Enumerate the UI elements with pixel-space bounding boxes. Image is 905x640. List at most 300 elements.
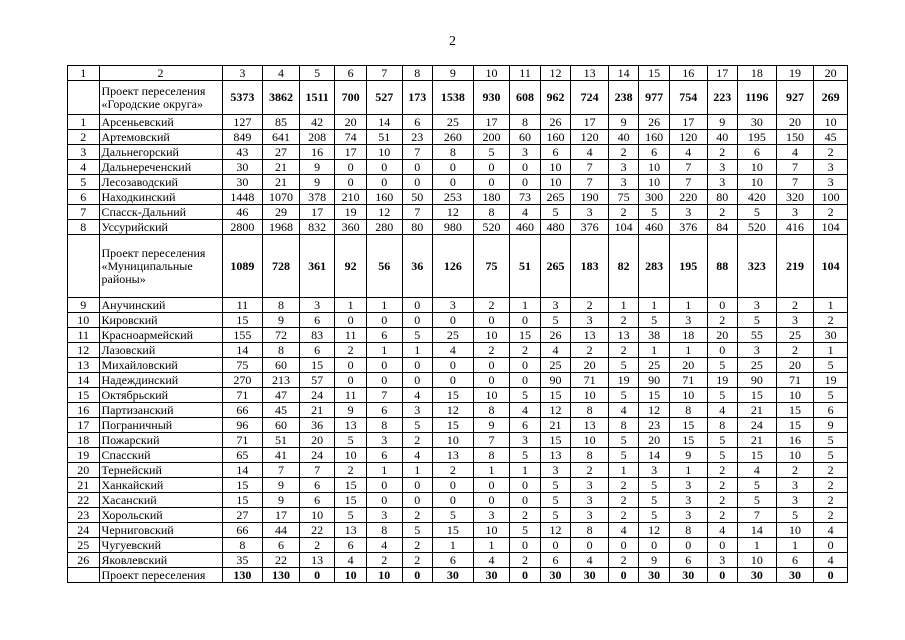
value-cell: 6 xyxy=(299,313,335,328)
row-index: 8 xyxy=(68,220,100,235)
value-cell: 2 xyxy=(707,478,738,493)
value-cell: 40 xyxy=(707,130,738,145)
value-cell: 120 xyxy=(571,130,609,145)
value-cell: 2 xyxy=(608,478,639,493)
value-cell: 3 xyxy=(571,205,609,220)
value-cell: 0 xyxy=(510,175,541,190)
row-name: Кировский xyxy=(99,313,222,328)
header-cell: 12 xyxy=(540,66,571,81)
value-cell: 10 xyxy=(814,115,848,130)
value-cell: 0 xyxy=(402,160,433,175)
value-cell: 51 xyxy=(263,433,300,448)
value-cell: 60 xyxy=(263,418,300,433)
value-cell: 0 xyxy=(335,175,367,190)
value-cell: 10 xyxy=(366,568,402,583)
value-cell: 3 xyxy=(776,313,814,328)
value-cell: 0 xyxy=(473,313,510,328)
value-cell: 10 xyxy=(738,553,777,568)
value-cell: 6 xyxy=(263,538,300,553)
value-cell: 0 xyxy=(473,160,510,175)
value-cell: 8 xyxy=(669,403,707,418)
row-name: Дальнегорский xyxy=(99,145,222,160)
value-cell: 5 xyxy=(707,433,738,448)
value-cell: 30 xyxy=(433,568,474,583)
value-cell: 3 xyxy=(608,175,639,190)
value-cell: 0 xyxy=(510,160,541,175)
value-cell: 180 xyxy=(473,190,510,205)
value-cell: 60 xyxy=(263,358,300,373)
value-cell: 5 xyxy=(639,493,670,508)
value-cell: 5 xyxy=(540,508,571,523)
row-name: Спасский xyxy=(99,448,222,463)
value-cell: 8 xyxy=(473,205,510,220)
value-cell: 30 xyxy=(738,115,777,130)
value-cell: 5 xyxy=(335,433,367,448)
value-cell: 4 xyxy=(608,523,639,538)
table-row xyxy=(68,388,848,403)
value-cell: 10 xyxy=(473,328,510,343)
row-index: 15 xyxy=(68,388,100,403)
row-index: 21 xyxy=(68,478,100,493)
value-cell: 51 xyxy=(510,235,541,298)
value-cell: 3 xyxy=(776,205,814,220)
value-cell: 527 xyxy=(366,81,402,115)
value-cell: 20 xyxy=(335,115,367,130)
value-cell: 25 xyxy=(639,358,670,373)
value-cell: 832 xyxy=(299,220,335,235)
header-cell: 8 xyxy=(402,66,433,81)
value-cell: 208 xyxy=(299,130,335,145)
value-cell: 0 xyxy=(669,538,707,553)
value-cell: 0 xyxy=(433,493,474,508)
value-cell: 280 xyxy=(366,220,402,235)
value-cell: 21 xyxy=(263,175,300,190)
value-cell: 2 xyxy=(335,343,367,358)
value-cell: 5 xyxy=(738,493,777,508)
value-cell: 17 xyxy=(473,115,510,130)
value-cell: 4 xyxy=(510,403,541,418)
value-cell: 8 xyxy=(222,538,263,553)
value-cell: 5 xyxy=(402,418,433,433)
value-cell: 66 xyxy=(222,523,263,538)
value-cell: 0 xyxy=(473,358,510,373)
value-cell: 283 xyxy=(639,235,670,298)
value-cell: 3 xyxy=(366,433,402,448)
value-cell: 0 xyxy=(402,478,433,493)
value-cell: 14 xyxy=(738,523,777,538)
value-cell: 6 xyxy=(335,538,367,553)
value-cell: 3 xyxy=(669,205,707,220)
value-cell: 20 xyxy=(571,358,609,373)
value-cell: 43 xyxy=(222,145,263,160)
value-cell: 4 xyxy=(707,403,738,418)
row-index: 6 xyxy=(68,190,100,205)
value-cell: 0 xyxy=(433,160,474,175)
value-cell: 16 xyxy=(776,433,814,448)
value-cell: 14 xyxy=(222,343,263,358)
value-cell: 0 xyxy=(473,478,510,493)
value-cell: 2 xyxy=(707,145,738,160)
value-cell: 0 xyxy=(707,298,738,313)
value-cell: 5 xyxy=(814,448,848,463)
value-cell: 4 xyxy=(608,403,639,418)
value-cell: 12 xyxy=(540,523,571,538)
value-cell: 120 xyxy=(669,130,707,145)
row-name: Михайловский xyxy=(99,358,222,373)
value-cell: 15 xyxy=(433,523,474,538)
value-cell: 0 xyxy=(814,568,848,583)
value-cell: 376 xyxy=(669,220,707,235)
value-cell: 104 xyxy=(608,220,639,235)
value-cell: 2 xyxy=(707,508,738,523)
value-cell: 1448 xyxy=(222,190,263,205)
value-cell: 26 xyxy=(639,115,670,130)
value-cell: 724 xyxy=(571,81,609,115)
value-cell: 41 xyxy=(263,448,300,463)
value-cell: 15 xyxy=(335,493,367,508)
value-cell: 24 xyxy=(299,448,335,463)
value-cell: 5 xyxy=(540,313,571,328)
value-cell: 19 xyxy=(608,373,639,388)
value-cell: 29 xyxy=(263,205,300,220)
value-cell: 6 xyxy=(299,478,335,493)
value-cell: 320 xyxy=(776,190,814,205)
value-cell: 4 xyxy=(571,145,609,160)
value-cell: 44 xyxy=(263,523,300,538)
value-cell: 0 xyxy=(473,493,510,508)
value-cell: 0 xyxy=(402,358,433,373)
value-cell: 104 xyxy=(814,235,848,298)
value-cell: 10 xyxy=(669,388,707,403)
value-cell: 12 xyxy=(639,403,670,418)
value-cell: 1 xyxy=(738,538,777,553)
value-cell: 14 xyxy=(366,115,402,130)
value-cell: 238 xyxy=(608,81,639,115)
row-index: 26 xyxy=(68,553,100,568)
header-cell: 15 xyxy=(639,66,670,81)
value-cell: 376 xyxy=(571,220,609,235)
value-cell: 3 xyxy=(571,313,609,328)
value-cell: 9 xyxy=(473,418,510,433)
value-cell: 6 xyxy=(540,553,571,568)
value-cell: 100 xyxy=(814,190,848,205)
value-cell: 71 xyxy=(222,433,263,448)
value-cell: 1968 xyxy=(263,220,300,235)
value-cell: 0 xyxy=(433,175,474,190)
value-cell: 85 xyxy=(263,115,300,130)
row-index: 2 xyxy=(68,130,100,145)
value-cell: 36 xyxy=(299,418,335,433)
value-cell: 30 xyxy=(473,568,510,583)
value-cell: 5 xyxy=(402,328,433,343)
header-cell: 3 xyxy=(222,66,263,81)
value-cell: 10 xyxy=(473,523,510,538)
value-cell: 1 xyxy=(608,298,639,313)
value-cell: 962 xyxy=(540,81,571,115)
value-cell: 0 xyxy=(335,373,367,388)
value-cell: 8 xyxy=(366,523,402,538)
value-cell: 7 xyxy=(776,175,814,190)
value-cell: 2 xyxy=(571,463,609,478)
value-cell: 190 xyxy=(571,190,609,205)
row-name: Находкинский xyxy=(99,190,222,205)
value-cell: 977 xyxy=(639,81,670,115)
row-index: 11 xyxy=(68,328,100,343)
value-cell: 30 xyxy=(540,568,571,583)
value-cell: 12 xyxy=(540,403,571,418)
value-cell: 2 xyxy=(402,538,433,553)
value-cell: 20 xyxy=(299,433,335,448)
value-cell: 5 xyxy=(540,478,571,493)
table-row xyxy=(68,403,848,418)
row-name: Анучинский xyxy=(99,298,222,313)
value-cell: 12 xyxy=(639,523,670,538)
value-cell: 0 xyxy=(510,358,541,373)
value-cell: 5 xyxy=(402,523,433,538)
value-cell: 2 xyxy=(707,493,738,508)
value-cell: 4 xyxy=(335,553,367,568)
value-cell: 0 xyxy=(335,160,367,175)
value-cell: 0 xyxy=(402,373,433,388)
value-cell: 6 xyxy=(776,553,814,568)
table-row xyxy=(68,328,848,343)
value-cell: 7 xyxy=(669,160,707,175)
row-index: 5 xyxy=(68,175,100,190)
value-cell: 2 xyxy=(335,463,367,478)
value-cell: 23 xyxy=(639,418,670,433)
value-cell: 0 xyxy=(402,568,433,583)
value-cell: 1070 xyxy=(263,190,300,205)
value-cell: 21 xyxy=(540,418,571,433)
value-cell: 6 xyxy=(433,553,474,568)
value-cell: 5 xyxy=(814,358,848,373)
value-cell: 0 xyxy=(540,538,571,553)
value-cell: 223 xyxy=(707,81,738,115)
value-cell: 5 xyxy=(814,388,848,403)
value-cell: 27 xyxy=(222,508,263,523)
value-cell: 9 xyxy=(263,478,300,493)
table-row xyxy=(68,538,848,553)
row-index: 24 xyxy=(68,523,100,538)
value-cell: 13 xyxy=(433,448,474,463)
value-cell: 21 xyxy=(738,433,777,448)
value-cell: 26 xyxy=(540,328,571,343)
row-index: 14 xyxy=(68,373,100,388)
value-cell: 0 xyxy=(433,313,474,328)
value-cell: 9 xyxy=(669,448,707,463)
table-row xyxy=(68,433,848,448)
value-cell: 10 xyxy=(639,175,670,190)
value-cell: 126 xyxy=(433,235,474,298)
value-cell: 5 xyxy=(639,313,670,328)
value-cell: 13 xyxy=(299,553,335,568)
table-row xyxy=(68,190,848,205)
value-cell: 5 xyxy=(473,145,510,160)
value-cell: 5 xyxy=(776,508,814,523)
value-cell: 10 xyxy=(335,448,367,463)
value-cell: 2 xyxy=(814,478,848,493)
value-cell: 46 xyxy=(222,205,263,220)
header-cell: 13 xyxy=(571,66,609,81)
value-cell: 15 xyxy=(669,418,707,433)
value-cell: 0 xyxy=(366,373,402,388)
value-cell: 2 xyxy=(402,508,433,523)
value-cell: 2 xyxy=(707,313,738,328)
value-cell: 1 xyxy=(608,463,639,478)
value-cell: 6 xyxy=(366,328,402,343)
value-cell: 8 xyxy=(571,523,609,538)
value-cell: 1 xyxy=(433,538,474,553)
value-cell: 5 xyxy=(639,508,670,523)
header-cell: 11 xyxy=(510,66,541,81)
table-row xyxy=(68,145,848,160)
value-cell: 2 xyxy=(608,343,639,358)
value-cell: 0 xyxy=(433,373,474,388)
value-cell: 6 xyxy=(814,403,848,418)
value-cell: 0 xyxy=(299,568,335,583)
value-cell: 300 xyxy=(639,190,670,205)
row-name: Тернейский xyxy=(99,463,222,478)
value-cell: 2 xyxy=(814,508,848,523)
value-cell: 20 xyxy=(707,328,738,343)
value-cell: 15 xyxy=(776,418,814,433)
value-cell: 641 xyxy=(263,130,300,145)
value-cell: 1538 xyxy=(433,81,474,115)
table-row xyxy=(68,313,848,328)
value-cell: 71 xyxy=(776,373,814,388)
value-cell: 71 xyxy=(669,373,707,388)
value-cell: 5 xyxy=(540,493,571,508)
value-cell: 45 xyxy=(814,130,848,145)
value-cell: 260 xyxy=(433,130,474,145)
value-cell: 13 xyxy=(335,523,367,538)
value-cell: 3 xyxy=(669,493,707,508)
value-cell: 80 xyxy=(402,220,433,235)
value-cell: 15 xyxy=(299,358,335,373)
value-cell: 15 xyxy=(738,448,777,463)
value-cell: 195 xyxy=(738,130,777,145)
value-cell: 9 xyxy=(608,115,639,130)
value-cell: 3 xyxy=(571,478,609,493)
value-cell: 25 xyxy=(433,115,474,130)
value-cell: 88 xyxy=(707,235,738,298)
value-cell: 30 xyxy=(738,568,777,583)
value-cell: 2 xyxy=(402,433,433,448)
value-cell: 6 xyxy=(669,553,707,568)
value-cell: 21 xyxy=(299,403,335,418)
row-name: Проект переселения «Муниципальные районы» xyxy=(99,235,222,298)
value-cell: 8 xyxy=(510,115,541,130)
value-cell: 30 xyxy=(776,568,814,583)
header-cell: 4 xyxy=(263,66,300,81)
value-cell: 6 xyxy=(366,403,402,418)
value-cell: 210 xyxy=(335,190,367,205)
value-cell: 1 xyxy=(639,343,670,358)
value-cell: 10 xyxy=(776,448,814,463)
value-cell: 5 xyxy=(510,388,541,403)
value-cell: 0 xyxy=(473,175,510,190)
value-cell: 83 xyxy=(299,328,335,343)
row-index xyxy=(68,235,100,298)
value-cell: 15 xyxy=(433,388,474,403)
value-cell: 45 xyxy=(263,403,300,418)
value-cell: 3 xyxy=(669,313,707,328)
value-cell: 160 xyxy=(366,190,402,205)
value-cell: 980 xyxy=(433,220,474,235)
value-cell: 36 xyxy=(402,235,433,298)
value-cell: 3 xyxy=(299,298,335,313)
value-cell: 930 xyxy=(473,81,510,115)
value-cell: 7 xyxy=(402,145,433,160)
value-cell: 265 xyxy=(540,235,571,298)
value-cell: 378 xyxy=(299,190,335,205)
table-row xyxy=(68,493,848,508)
value-cell: 6 xyxy=(639,145,670,160)
value-cell: 5 xyxy=(814,433,848,448)
value-cell: 2 xyxy=(510,343,541,358)
value-cell: 2 xyxy=(473,298,510,313)
header-cell: 1 xyxy=(68,66,100,81)
value-cell: 2 xyxy=(608,508,639,523)
row-name: Октябрьский xyxy=(99,388,222,403)
value-cell: 5 xyxy=(433,508,474,523)
value-cell: 0 xyxy=(707,538,738,553)
row-name: Лазовский xyxy=(99,343,222,358)
value-cell: 7 xyxy=(776,160,814,175)
value-cell: 0 xyxy=(571,538,609,553)
header-cell: 19 xyxy=(776,66,814,81)
value-cell: 25 xyxy=(776,328,814,343)
table-row xyxy=(68,235,848,298)
value-cell: 2800 xyxy=(222,220,263,235)
value-cell: 27 xyxy=(263,145,300,160)
table-row xyxy=(68,343,848,358)
value-cell: 8 xyxy=(433,145,474,160)
value-cell: 15 xyxy=(639,388,670,403)
value-cell: 3 xyxy=(433,298,474,313)
header-cell: 16 xyxy=(669,66,707,81)
header-cell: 9 xyxy=(433,66,474,81)
value-cell: 2 xyxy=(814,145,848,160)
value-cell: 0 xyxy=(366,478,402,493)
row-name: Спасск-Дальний xyxy=(99,205,222,220)
value-cell: 1 xyxy=(366,343,402,358)
value-cell: 1511 xyxy=(299,81,335,115)
value-cell: 219 xyxy=(776,235,814,298)
value-cell: 10 xyxy=(540,160,571,175)
row-name: Чугуевский xyxy=(99,538,222,553)
value-cell: 0 xyxy=(510,313,541,328)
value-cell: 9 xyxy=(263,313,300,328)
value-cell: 10 xyxy=(540,175,571,190)
value-cell: 927 xyxy=(776,81,814,115)
table-row xyxy=(68,175,848,190)
value-cell: 17 xyxy=(669,115,707,130)
value-cell: 2 xyxy=(707,205,738,220)
value-cell: 361 xyxy=(299,235,335,298)
value-cell: 8 xyxy=(473,403,510,418)
value-cell: 2 xyxy=(571,298,609,313)
value-cell: 19 xyxy=(707,373,738,388)
value-cell: 360 xyxy=(335,220,367,235)
value-cell: 2 xyxy=(814,493,848,508)
value-cell: 3 xyxy=(510,145,541,160)
header-cell: 10 xyxy=(473,66,510,81)
value-cell: 5 xyxy=(608,433,639,448)
value-cell: 130 xyxy=(222,568,263,583)
value-cell: 5 xyxy=(639,478,670,493)
row-index: 18 xyxy=(68,433,100,448)
